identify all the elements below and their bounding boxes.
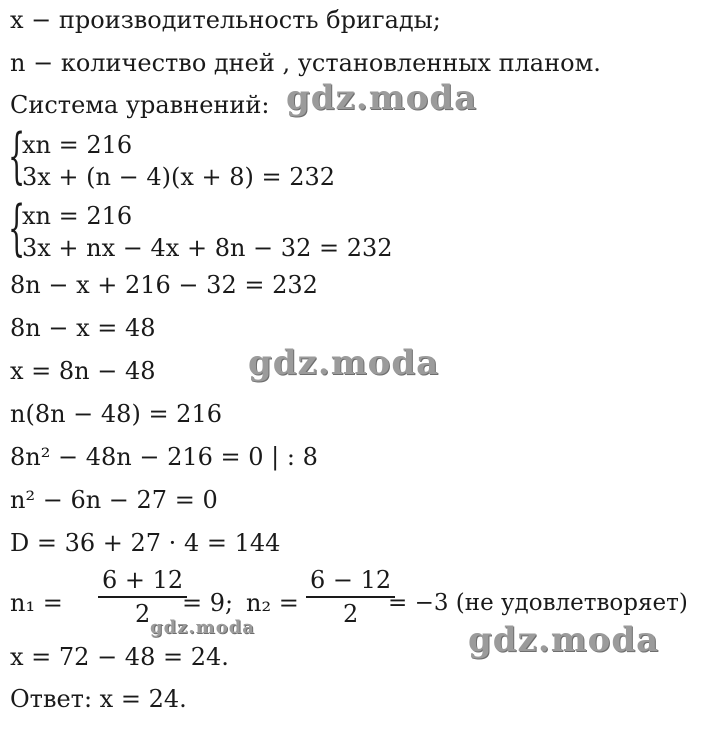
- system-1-eq-1: xn = 216: [22, 131, 133, 159]
- system-heading: Система уравнений:: [10, 91, 270, 119]
- root-2-fraction: [306, 566, 395, 628]
- system-brace-1: {: [8, 121, 26, 191]
- root-1-value: = 9;: [182, 589, 234, 617]
- root-1-denominator: 2: [134, 599, 151, 628]
- x-result: x = 72 − 48 = 24.: [10, 643, 229, 671]
- system-brace-2: {: [8, 193, 26, 263]
- root-2-value: = −3 (не удовлетворяет): [388, 590, 688, 616]
- equation-step-2: 8n − x = 48: [10, 314, 156, 342]
- equation-step-4: n(8n − 48) = 216: [10, 400, 222, 428]
- system-1-eq-2: 3x + (n − 4)(x + 8) = 232: [22, 163, 336, 191]
- system-2-eq-2: 3x + nx − 4x + 8n − 32 = 232: [22, 234, 393, 262]
- fraction-bar: [306, 596, 395, 598]
- definition-x: x − производительность бригады;: [10, 6, 441, 34]
- root-2-label: n₂ =: [246, 589, 299, 617]
- equation-step-6: n² − 6n − 27 = 0: [10, 486, 218, 514]
- fraction-bar: [98, 596, 187, 598]
- root-2-numerator: 6 − 12: [310, 566, 392, 594]
- root-1-numerator: 6 + 12: [102, 566, 184, 594]
- discriminant: D = 36 + 27 · 4 = 144: [10, 529, 281, 557]
- watermark-2: gdz.moda: [248, 343, 440, 383]
- definition-n: n − количество дней , установленных планом.: [10, 49, 601, 77]
- root-2-denominator: 2: [342, 599, 359, 628]
- equation-step-5: 8n² − 48n − 216 = 0 | : 8: [10, 443, 318, 471]
- root-1-label: n₁ =: [10, 589, 63, 617]
- watermark-4: gdz.moda: [468, 620, 660, 660]
- equation-step-1: 8n − x + 216 − 32 = 232: [10, 271, 318, 299]
- equation-step-3: x = 8n − 48: [10, 357, 156, 385]
- watermark-1: gdz.moda: [286, 78, 478, 118]
- system-2-eq-1: xn = 216: [22, 202, 133, 230]
- answer: Ответ: x = 24.: [10, 685, 187, 713]
- watermark-3: gdz.moda: [150, 617, 255, 638]
